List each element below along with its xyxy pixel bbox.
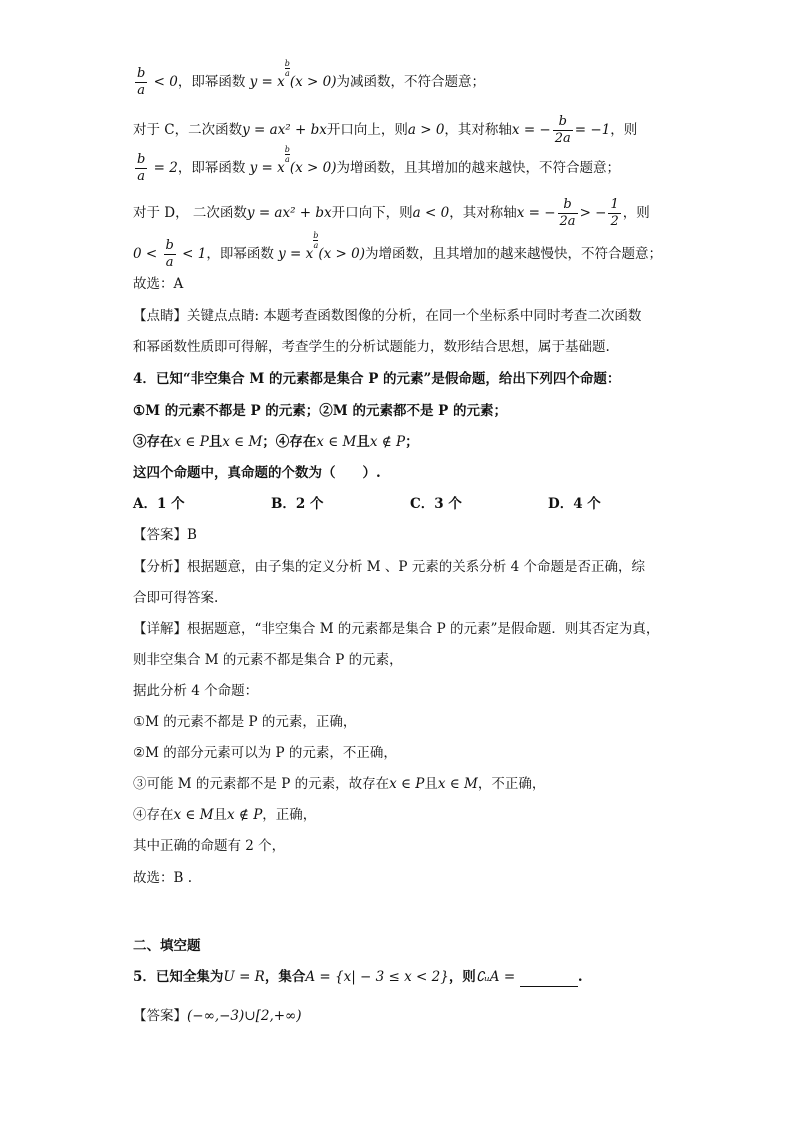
q4-detail-6: ③可能 M 的元素都不是 P 的元素，故存在x ∈ P且x ∈ M，不正确，: [133, 776, 546, 792]
answer-blank: [520, 972, 578, 987]
q4-stem-4: 这四个命题中，真命题的个数为（ ）.: [133, 465, 381, 481]
q5-stem: 5．已知全集为U = R，集合A = {x| − 3 ≤ x < 2}，则∁ᵤA = .: [133, 969, 583, 985]
q5-answer: 【答案】(−∞,−3)∪[2,+∞): [133, 1008, 302, 1024]
q4-detail-1: 【详解】根据题意，“非空集合 M 的元素都是集合 P 的元素”是假命题．则其否定为真，: [133, 621, 660, 637]
option-c: C．3 个: [410, 496, 462, 512]
q4-stem-3: ③存在x ∈ P且x ∈ M；④存在x ∈ M且x ∉ P；: [133, 434, 419, 450]
line-3: $\frac{b}{a}$ = 2，即幂函数 y = x $\frac{b}{a}$ (x > 0)为增函数，且其增加的越来越快，不符合题意；: [137, 145, 621, 184]
q4-answer: 【答案】B: [133, 527, 197, 543]
section-heading: 二、填空题: [133, 938, 201, 954]
line-1: $\frac{b}{a}$ < 0，即幂函数 y = x $\frac{b}{a}$ (x > 0)为减函数，不符合题意；: [137, 59, 486, 98]
q4-detail-7: ④存在x ∈ M且x ∉ P，正确，: [133, 807, 317, 823]
q4-detail-2: 则非空集合 M 的元素不都是集合 P 的元素，: [133, 652, 403, 668]
q4-detail-8: 其中正确的命题有 2 个，: [133, 838, 286, 854]
choice-line: 故选：A: [133, 276, 184, 292]
q4-detail-3: 据此分析 4 个命题：: [133, 683, 259, 699]
key-points-line-2: 和幂函数性质即可得解，考查学生的分析试题能力，数形结合思想，属于基础题.: [133, 339, 610, 355]
q4-analysis-1: 【分析】根据题意，由子集的定义分析 M 、P 元素的关系分析 4 个命题是否正确，综: [133, 559, 645, 575]
line-5: 0 < $\frac{b}{a}$ < 1，即幂函数 y = x $\frac{b}{a}$ (x > 0)为增函数，且其增加的越来越慢快，不符合题意；: [133, 231, 663, 270]
q4-detail-9: 故选：B .: [133, 870, 193, 886]
fraction-b-over-a: $\frac{b}{a}$: [137, 66, 146, 98]
q4-analysis-2: 合即可得答案.: [133, 590, 219, 606]
option-b: B．2 个: [271, 496, 324, 512]
q4-stem-1: 4．已知“非空集合 M 的元素都是集合 P 的元素”是假命题，给出下列四个命题：: [133, 371, 621, 387]
q4-stem-2: ①M 的元素不都是 P 的元素；②M 的元素都不是 P 的元素；: [133, 403, 507, 419]
q4-detail-4: ①M 的元素不都是 P 的元素，正确，: [133, 714, 357, 730]
key-points-line-1: 【点睛】关键点点睛: 本题考查函数图像的分析，在同一个坐标系中同时考查二次函数: [133, 308, 642, 324]
line-2: 对于 C，二次函数y = ax² + bx开口向上，则a > 0，其对称轴x = − $\frac{b}{2a}$ = −1，则: [133, 114, 638, 146]
line-4: 对于 D， 二次函数y = ax² + bx开口向下，则a < 0，其对称轴x = − $\frac{b}{2a}$ > − $\frac{1}{2}$ ，则: [133, 197, 650, 229]
option-d: D．4 个: [548, 496, 601, 512]
q4-detail-5: ②M 的部分元素可以为 P 的元素，不正确，: [133, 745, 397, 761]
option-a: A．1 个: [133, 496, 185, 512]
